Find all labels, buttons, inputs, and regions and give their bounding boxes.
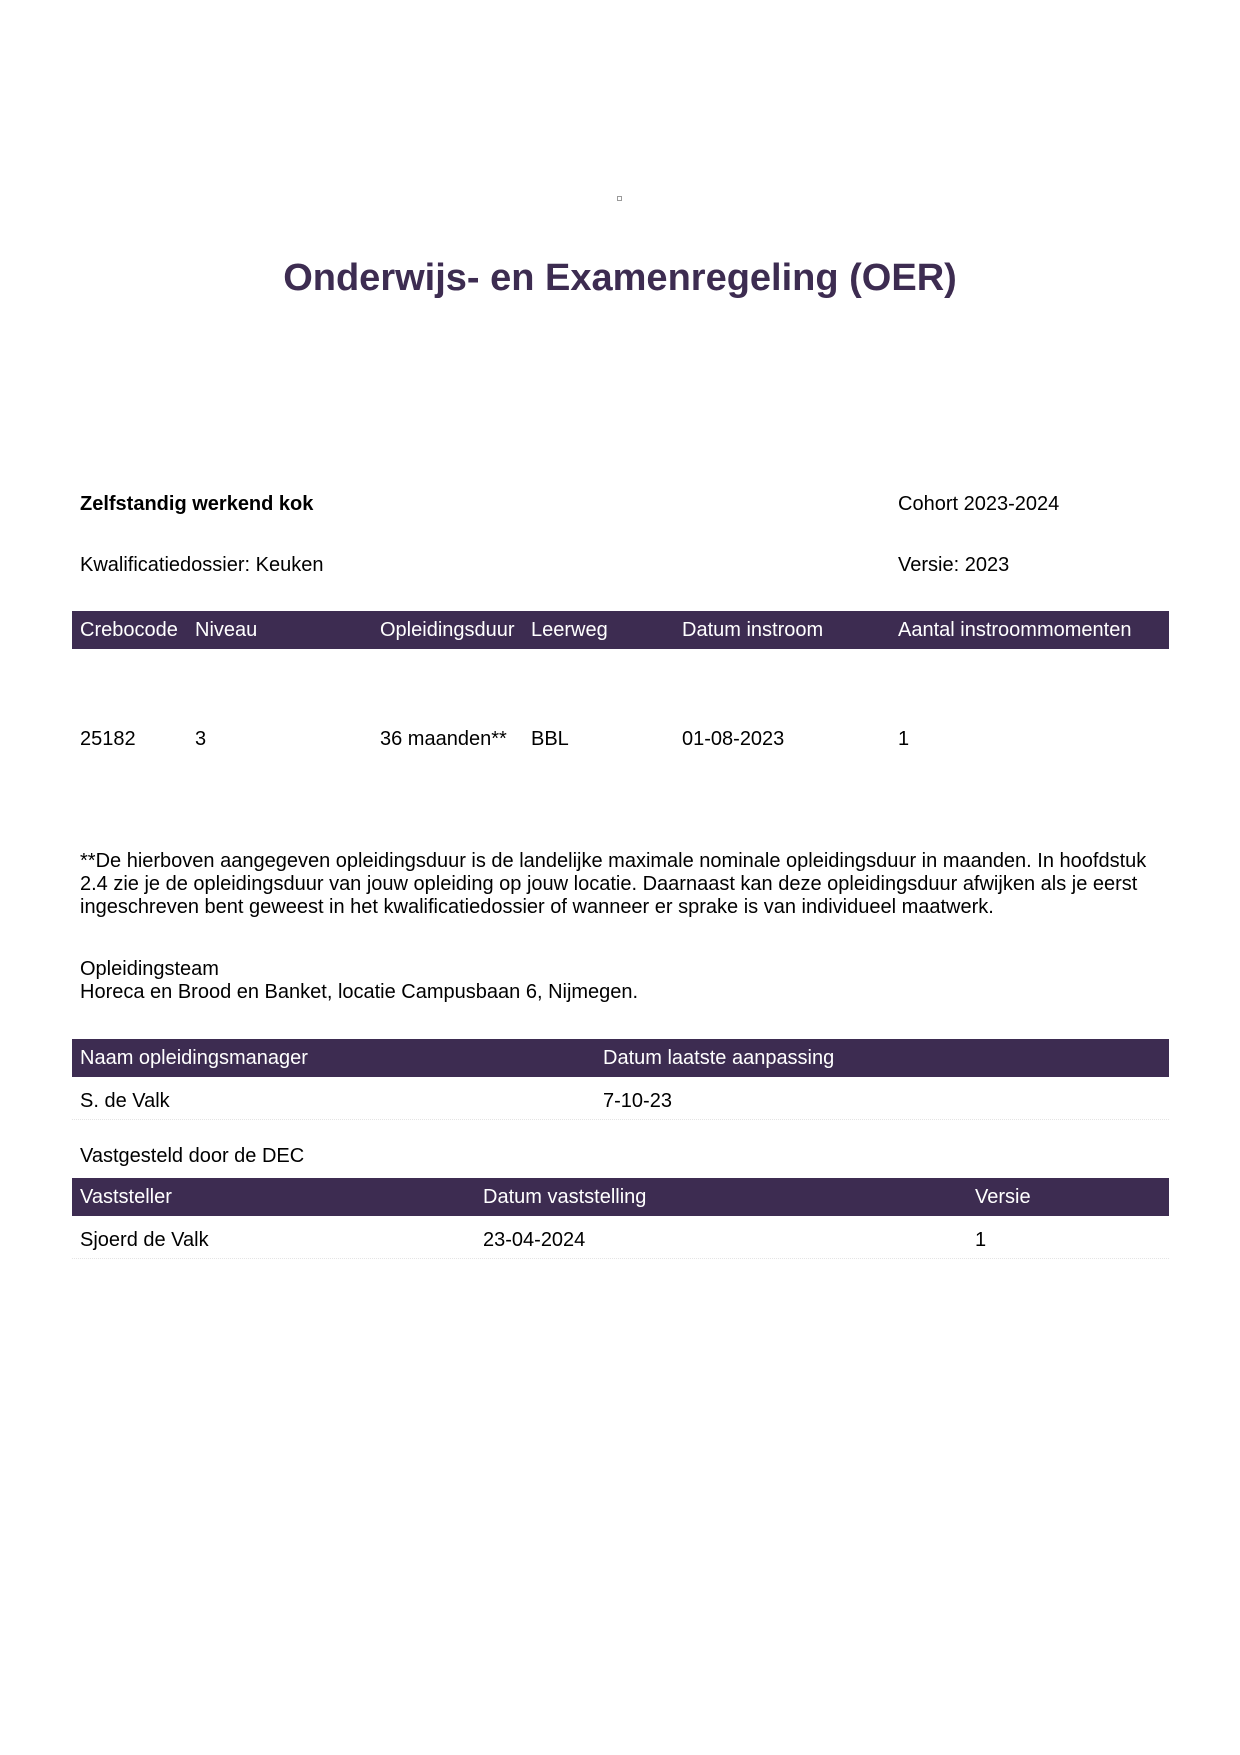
row-divider [72, 1258, 1169, 1259]
cell-aantal-instroommomenten: 1 [898, 728, 910, 750]
cell-manager-name: S. de Valk [80, 1090, 170, 1112]
header-crebocode: Crebocode [80, 619, 178, 641]
cell-crebocode: 25182 [80, 728, 136, 750]
header-datum-vaststelling: Datum vaststelling [483, 1186, 647, 1208]
cell-niveau: 3 [195, 728, 207, 750]
cell-last-modified: 7-10-23 [603, 1090, 672, 1112]
header-datum-laatste-aanpassing: Datum laatste aanpassing [603, 1047, 835, 1069]
header-leerweg: Leerweg [531, 619, 608, 641]
footnote: **De hierboven aangegeven opleidingsduur is de landelijke maximale nominale opleidingsduur in maanden. In hoofdstuk 2.4 zie je de opleidingsduur van jouw opleiding op jouw locatie. Daarnaast kan deze opleidingsduur afwijken als je eerst ingeschreven bent geweest in het kwalificatiedossier of wanneer er sprake is van individueel maatwerk. [80, 850, 1147, 918]
manager-table-header [72, 1039, 1169, 1077]
program-name: Zelfstandig werkend kok [80, 493, 314, 515]
cell-datum-instroom: 01-08-2023 [682, 728, 785, 750]
dec-label: Vastgesteld door de DEC [80, 1145, 305, 1167]
cell-leerweg: BBL [531, 728, 569, 750]
team-label: Opleidingsteam [80, 958, 219, 980]
cell-opleidingsduur: 36 maanden** [380, 728, 507, 750]
dec-table-header [72, 1178, 1169, 1216]
cell-vaststeller: Sjoerd de Valk [80, 1229, 209, 1251]
program-table-header [72, 611, 1169, 649]
logo-placeholder-icon [617, 196, 622, 201]
header-aantal-instroommomenten: Aantal instroommomenten [898, 619, 1132, 641]
header-vaststeller: Vaststeller [80, 1186, 172, 1208]
version-label: Versie: 2023 [898, 554, 1010, 576]
page-title: Onderwijs- en Examenregeling (OER) [283, 257, 957, 299]
team-value: Horeca en Brood en Banket, locatie Campusbaan 6, Nijmegen. [80, 981, 639, 1003]
qualification-file: Kwalificatiedossier: Keuken [80, 554, 324, 576]
header-opleidingsduur: Opleidingsduur [380, 619, 515, 641]
header-niveau: Niveau [195, 619, 258, 641]
cohort-label: Cohort 2023-2024 [898, 493, 1060, 515]
cell-datum-vaststelling: 23-04-2024 [483, 1229, 586, 1251]
cell-versie: 1 [975, 1229, 987, 1251]
header-naam-opleidingsmanager: Naam opleidingsmanager [80, 1047, 308, 1069]
header-datum-instroom: Datum instroom [682, 619, 824, 641]
row-divider [72, 1119, 1169, 1120]
header-versie: Versie [975, 1186, 1031, 1208]
